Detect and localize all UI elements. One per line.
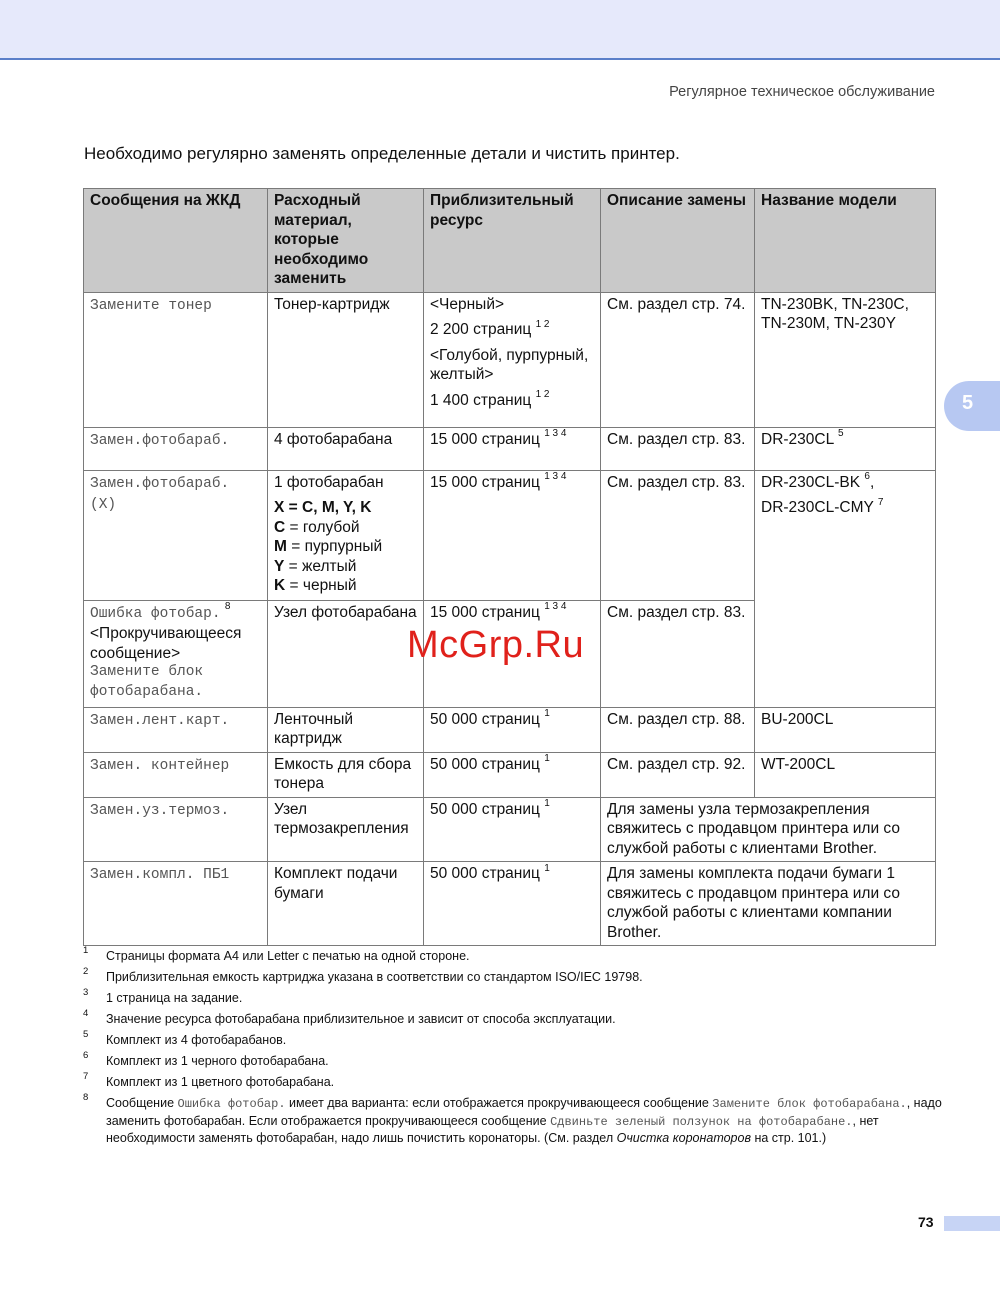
resource-line: 2 200 страниц $^{1 2}$ bbox=[430, 318, 550, 338]
lcd-message: Ошибка фотобар. $^8$ <Прокручивающееся сообщение> Замените блок фотобарабана. bbox=[84, 600, 268, 707]
part-cell: 4 фотобарабана bbox=[268, 427, 424, 470]
desc-cell: См. раздел стр. 88. bbox=[601, 707, 755, 752]
legend-line: X = C, M, Y, K bbox=[274, 499, 372, 516]
lcd-message: Замен.фотобараб. (X) bbox=[84, 470, 268, 600]
desc-cell: См. раздел стр. 74. bbox=[601, 292, 755, 427]
footnotes bbox=[83, 945, 943, 1151]
desc-cell: Для замены комплекта подачи бумаги 1 свяжитесь с продавцом принтера или со службой работы с клиентами компании Brother. bbox=[601, 862, 936, 946]
desc-cell: См. раздел стр. 92. bbox=[601, 752, 755, 797]
lcd-message-alt: Замените блок фотобарабана. bbox=[90, 664, 204, 700]
watermark: McGrp.Ru bbox=[407, 624, 585, 666]
model-line: DR-230CL-BK $^6$, bbox=[761, 471, 875, 491]
footnote: 2 Приблизительная емкость картриджа указана в соответствии со стандартом ISO/IEC 19798. bbox=[83, 966, 643, 984]
table-row bbox=[84, 862, 936, 946]
lcd-scroll-note: <Прокручивающееся сообщение> bbox=[90, 625, 242, 662]
footnote: 1 Страницы формата A4 или Letter с печатью на одной стороне. bbox=[83, 945, 470, 963]
part-cell: Ленточный картридж bbox=[268, 707, 424, 752]
lcd-message: Замен.фотобараб. bbox=[84, 427, 268, 470]
resource-cell: 15 000 страниц $^{1 3 4}$ bbox=[424, 600, 601, 707]
col-header-resource: Приблизительный ресурс bbox=[424, 189, 601, 293]
col-header-lcd: Сообщения на ЖКД bbox=[84, 189, 268, 293]
resource-cell bbox=[424, 292, 601, 427]
footnote: 8 Сообщение Ошибка фотобар. имеет два варианта: если отображается прокручивающееся сообщение Замените блок фотобарабана., надо заменить фотобарабан. Если отображается прокручивающееся сообщение Сдвиньте зеленый ползунок на фотобарабане., нет необходимости заменять фотобарабан, надо лишь почистить коронаторы. (См. раздел Очистка коронаторов на стр. 101.) bbox=[83, 1092, 942, 1145]
part-cell: Тонер-картридж bbox=[268, 292, 424, 427]
footnote: 3 1 страница на задание. bbox=[83, 987, 243, 1005]
page-bar bbox=[944, 1216, 1000, 1231]
col-header-part: Расходный материал, которые необходимо заменить bbox=[268, 189, 424, 293]
table-header-row bbox=[84, 189, 936, 293]
part-cell: Комплект подачи бумаги bbox=[268, 862, 424, 946]
desc-cell: См. раздел стр. 83. bbox=[601, 470, 755, 600]
page-number: 73 bbox=[918, 1214, 934, 1230]
lcd-message: Замен.компл. ПБ1 bbox=[84, 862, 268, 946]
chapter-number: 5 bbox=[962, 392, 974, 414]
footnote: 6 Комплект из 1 черного фотобарабана. bbox=[83, 1050, 329, 1068]
resource-cell: 50 000 страниц $^1$ bbox=[424, 752, 601, 797]
resource-cell: 15 000 страниц $^{1 3 4}$ bbox=[424, 427, 601, 470]
table-row bbox=[84, 427, 936, 470]
legend-line: M = пурпурный bbox=[274, 538, 383, 555]
resource-cell: 50 000 страниц $^1$ bbox=[424, 707, 601, 752]
table-row bbox=[84, 797, 936, 862]
part-cell: Емкость для сбора тонера bbox=[268, 752, 424, 797]
resource-line: <Черный> bbox=[430, 295, 505, 313]
model-cell bbox=[755, 470, 936, 707]
resource-cell: 50 000 страниц $^1$ bbox=[424, 797, 601, 862]
footnote: 7 Комплект из 1 цветного фотобарабана. bbox=[83, 1071, 335, 1089]
model-cell: DR-230CL $^5$ bbox=[755, 427, 936, 470]
col-header-model: Название модели bbox=[755, 189, 936, 293]
table-row bbox=[84, 470, 936, 600]
top-band bbox=[0, 0, 1000, 60]
resource-cell: 15 000 страниц $^{1 3 4}$ bbox=[424, 470, 601, 600]
footnote: 5 Комплект из 4 фотобарабанов. bbox=[83, 1029, 287, 1047]
lcd-message: Замен. контейнер bbox=[84, 752, 268, 797]
legend-line: K = черный bbox=[274, 577, 357, 594]
resource-line: 1 400 страниц $^{1 2}$ bbox=[430, 389, 550, 409]
lcd-message: Замен.лент.карт. bbox=[84, 707, 268, 752]
part-cell: Узел фотобарабана bbox=[268, 600, 424, 707]
running-header: Регулярное техническое обслуживание bbox=[669, 84, 935, 100]
desc-cell: Для замены узла термозакрепления свяжитесь с продавцом принтера или со службой работы с клиентами Brother. bbox=[601, 797, 936, 862]
model-cell: BU-200CL bbox=[755, 707, 936, 752]
resource-cell: 50 000 страниц $^1$ bbox=[424, 862, 601, 946]
chapter-tab[interactable] bbox=[944, 381, 1000, 431]
lcd-message: Замените тонер bbox=[84, 292, 268, 427]
maintenance-table bbox=[83, 188, 936, 946]
lcd-message: Замен.уз.термоз. bbox=[84, 797, 268, 862]
desc-cell: См. раздел стр. 83. bbox=[601, 600, 755, 707]
model-line: DR-230CL-CMY $^7$ bbox=[761, 496, 884, 516]
col-header-desc: Описание замены bbox=[601, 189, 755, 293]
model-cell: WT-200CL bbox=[755, 752, 936, 797]
part-cell bbox=[268, 470, 424, 600]
model-cell: TN-230BK, TN-230C, TN-230M, TN-230Y bbox=[755, 292, 936, 427]
table-row bbox=[84, 292, 936, 427]
resource-line: <Голубой, пурпурный, желтый> bbox=[430, 346, 589, 383]
table-row bbox=[84, 752, 936, 797]
intro-text: Необходимо регулярно заменять определенные детали и чистить принтер. bbox=[84, 144, 680, 163]
table-row bbox=[84, 707, 936, 752]
desc-cell: См. раздел стр. 83. bbox=[601, 427, 755, 470]
part-cell: Узел термозакрепления bbox=[268, 797, 424, 862]
legend-line: Y = желтый bbox=[274, 557, 357, 575]
part-title: 1 фотобарабан bbox=[274, 473, 384, 491]
legend-line: C = голубой bbox=[274, 518, 360, 536]
footnote: 4 Значение ресурса фотобарабана приблизительное и зависит от способа эксплуатации. bbox=[83, 1008, 616, 1026]
